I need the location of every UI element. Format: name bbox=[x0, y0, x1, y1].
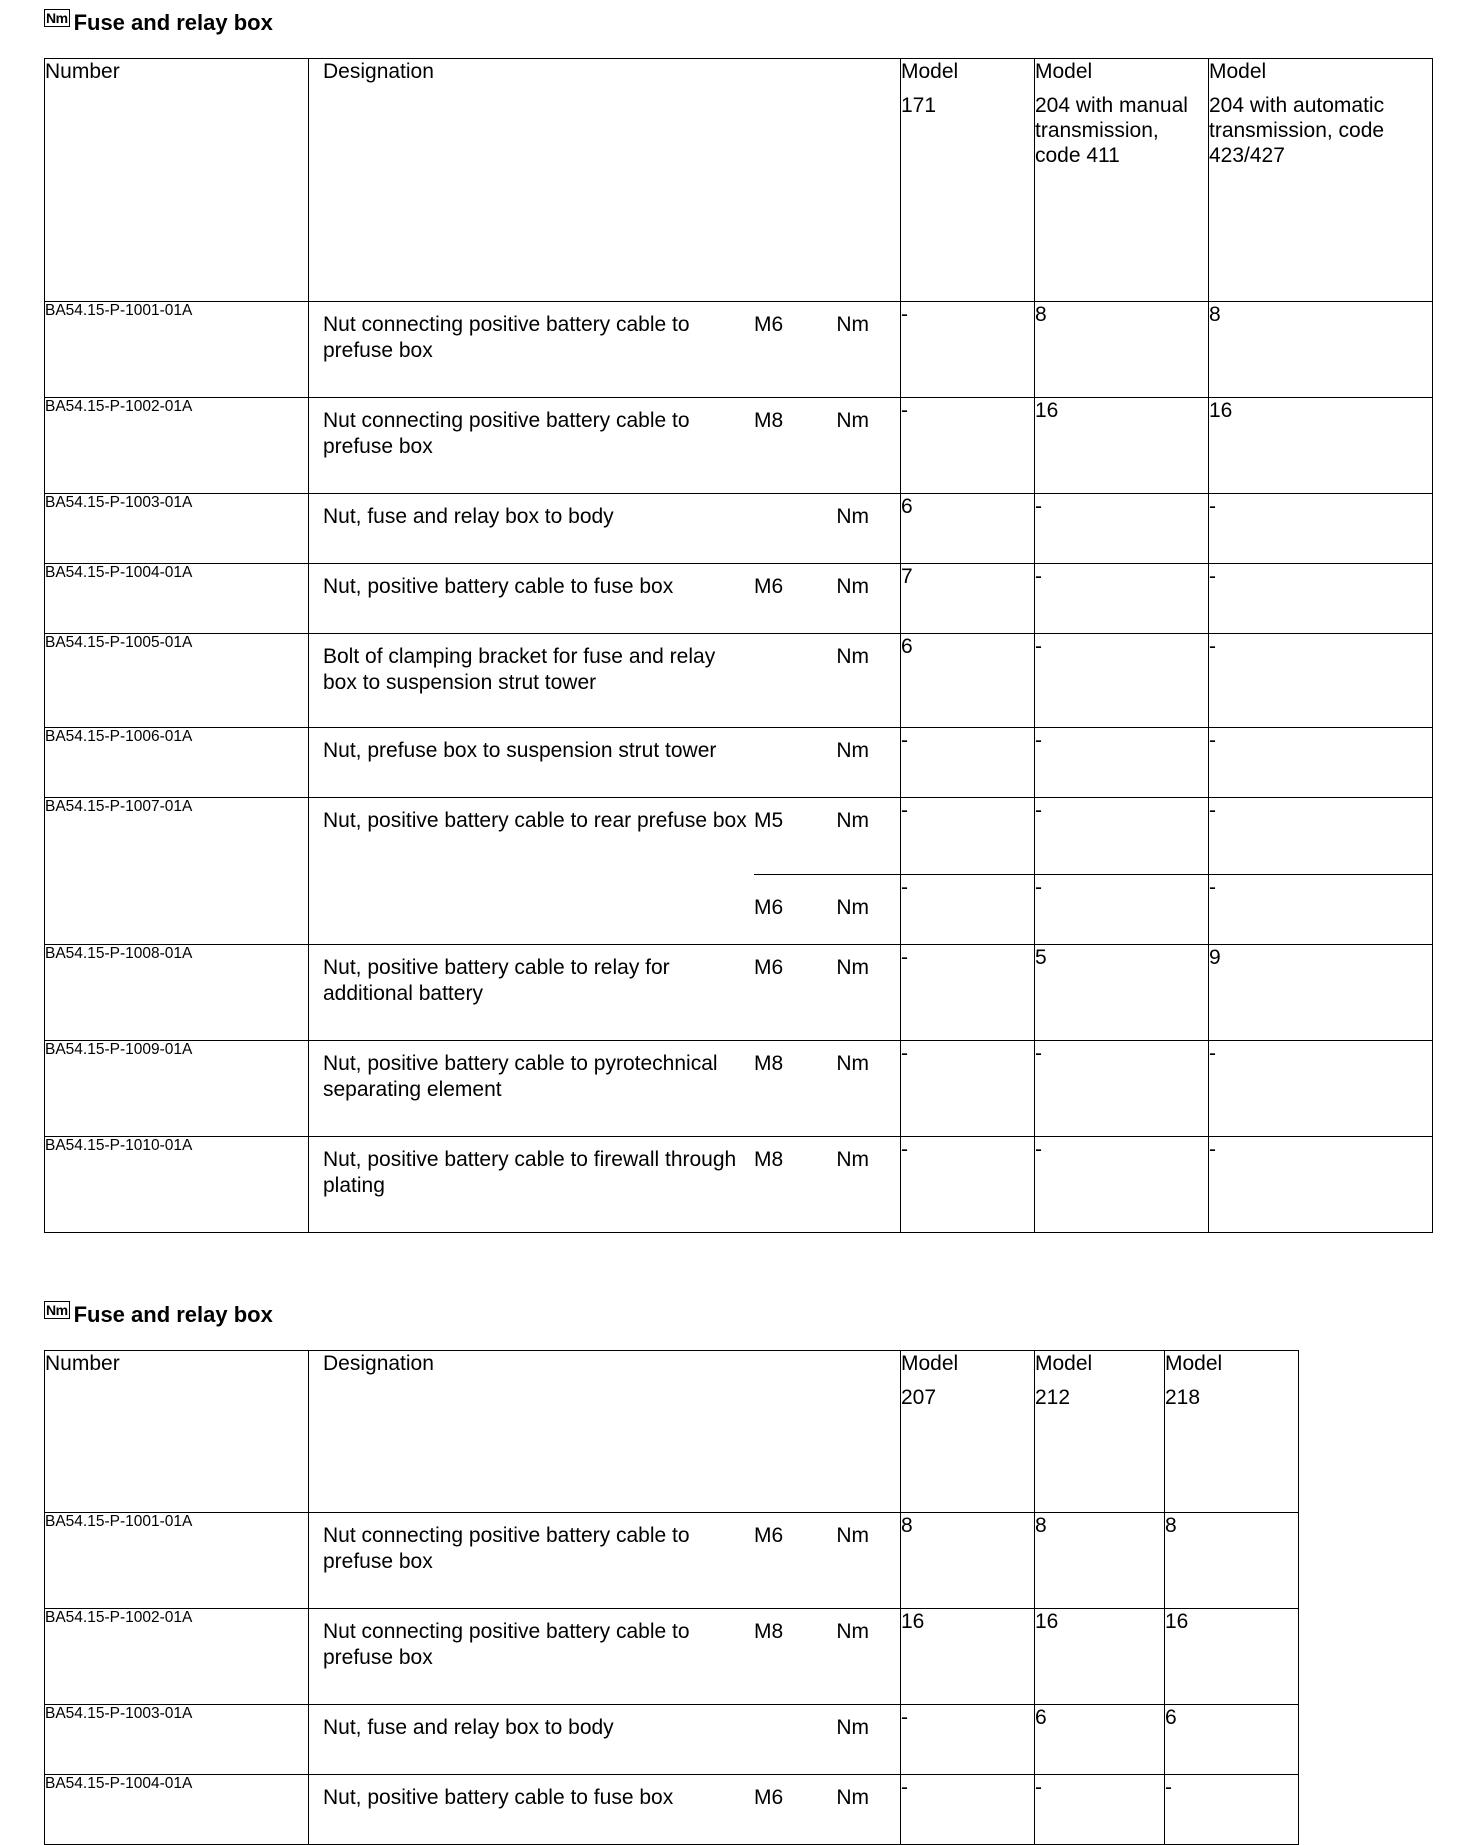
header-model-1 bbox=[901, 59, 1035, 302]
row-number: BA54.15-P-1003-01A bbox=[45, 494, 309, 564]
row-designation bbox=[309, 798, 901, 945]
torque-table-1 bbox=[44, 58, 1433, 1233]
header-model-2 bbox=[1035, 59, 1209, 302]
unit: Nm bbox=[836, 1524, 869, 1547]
row-designation bbox=[309, 1513, 901, 1609]
value-model-2: 6 bbox=[1035, 1705, 1165, 1775]
designation-text: Nut connecting positive battery cable to prefuse box bbox=[323, 313, 690, 362]
value-model-3: 9 bbox=[1209, 945, 1433, 1041]
header-model-3 bbox=[1165, 1351, 1299, 1513]
value-model-1: 6 bbox=[901, 494, 1035, 564]
value-model-2: - bbox=[1035, 564, 1209, 634]
value-model-3: 16 bbox=[1165, 1609, 1299, 1705]
value-model-2: 16 bbox=[1035, 398, 1209, 494]
value-model-3: - bbox=[1165, 1775, 1299, 1845]
row-designation bbox=[309, 1775, 901, 1845]
row-number: BA54.15-P-1001-01A bbox=[45, 302, 309, 398]
table-row bbox=[45, 494, 1433, 564]
model-code: 218 bbox=[1165, 1386, 1201, 1409]
value-model-3: - bbox=[1209, 728, 1433, 798]
value-model-1: 16 bbox=[901, 1609, 1035, 1705]
value-model-1: - bbox=[901, 398, 1035, 494]
model-label: Model bbox=[1209, 60, 1267, 83]
fuse-relay-section-2 bbox=[44, 1300, 1299, 1845]
thread-size: M5 bbox=[754, 809, 784, 832]
value-model-1: - bbox=[901, 728, 1035, 798]
value-model-2: - bbox=[1035, 1041, 1209, 1137]
torque-nm-icon: Nm bbox=[46, 1302, 68, 1318]
thread-size bbox=[754, 634, 824, 696]
row-designation bbox=[309, 564, 901, 634]
designation-text: Nut, positive battery cable to relay for additional battery bbox=[323, 956, 670, 1005]
table-row bbox=[45, 728, 1433, 798]
value-model-2: 5 bbox=[1035, 945, 1209, 1041]
table-row bbox=[45, 945, 1433, 1041]
unit: Nm bbox=[836, 739, 869, 762]
thread-size: M8 bbox=[754, 1052, 784, 1075]
section-title bbox=[44, 8, 1433, 38]
value-model-2: - bbox=[1035, 798, 1209, 875]
unit: Nm bbox=[836, 409, 869, 432]
unit: Nm bbox=[836, 313, 869, 336]
row-number: BA54.15-P-1004-01A bbox=[45, 564, 309, 634]
model-code: 207 bbox=[901, 1386, 937, 1409]
table-row bbox=[45, 302, 1433, 398]
value-model-2: 8 bbox=[1035, 302, 1209, 398]
designation-text: Bolt of clamping bracket for fuse and relay box to suspension strut tower bbox=[323, 645, 716, 694]
table-row bbox=[45, 564, 1433, 634]
unit: Nm bbox=[836, 956, 869, 979]
model-code: 204 with automatic transmission, code 423/427 bbox=[1209, 94, 1385, 167]
section-title-text: Fuse and relay box bbox=[73, 1302, 273, 1327]
designation-text: Nut, fuse and relay box to body bbox=[323, 505, 614, 528]
header-designation: Designation bbox=[309, 59, 901, 302]
unit: Nm bbox=[836, 505, 869, 528]
value-model-3: 6 bbox=[1165, 1705, 1299, 1775]
value-model-1: - bbox=[901, 1775, 1035, 1845]
value-model-3: 8 bbox=[1209, 302, 1433, 398]
table-row bbox=[45, 1609, 1299, 1705]
header-designation: Designation bbox=[309, 1351, 901, 1513]
row-designation bbox=[309, 302, 901, 398]
model-label: Model bbox=[1165, 1352, 1223, 1375]
thread-size: M6 bbox=[754, 1786, 784, 1809]
value-model-2: - bbox=[1035, 728, 1209, 798]
unit: Nm bbox=[836, 896, 869, 919]
header-number: Number bbox=[45, 1351, 309, 1513]
thread-size: M6 bbox=[754, 1524, 784, 1547]
value-model-3: - bbox=[1209, 634, 1433, 728]
value-model-1: - bbox=[901, 1137, 1035, 1233]
value-model-1: - bbox=[901, 798, 1035, 875]
designation-text: Nut, positive battery cable to firewall through plating bbox=[323, 1148, 737, 1197]
value-model-1: - bbox=[901, 1705, 1035, 1775]
thread-size: M6 bbox=[754, 956, 784, 979]
row-designation bbox=[309, 1041, 901, 1137]
value-model-3: - bbox=[1209, 1137, 1433, 1233]
table-row bbox=[45, 1041, 1433, 1137]
value-model-1: 7 bbox=[901, 564, 1035, 634]
row-number: BA54.15-P-1009-01A bbox=[45, 1041, 309, 1137]
model-code: 212 bbox=[1035, 1386, 1071, 1409]
model-label: Model bbox=[901, 1352, 959, 1375]
value-model-1: 6 bbox=[901, 634, 1035, 728]
model-label: Model bbox=[1035, 1352, 1093, 1375]
value-model-3: - bbox=[1209, 494, 1433, 564]
value-model-1: - bbox=[901, 302, 1035, 398]
thread-size: M6 bbox=[754, 313, 784, 336]
unit: Nm bbox=[836, 645, 869, 668]
header-number: Number bbox=[45, 59, 309, 302]
row-designation bbox=[309, 1705, 901, 1775]
value-model-2: - bbox=[1035, 875, 1209, 945]
unit: Nm bbox=[836, 1052, 869, 1075]
thread-size: M8 bbox=[754, 1620, 784, 1643]
row-number: BA54.15-P-1003-01A bbox=[45, 1705, 309, 1775]
row-number: BA54.15-P-1007-01A bbox=[45, 798, 309, 945]
row-number: BA54.15-P-1002-01A bbox=[45, 398, 309, 494]
model-code: 171 bbox=[901, 94, 937, 117]
value-model-2: - bbox=[1035, 634, 1209, 728]
designation-text: Nut, positive battery cable to fuse box bbox=[323, 1786, 674, 1809]
model-label: Model bbox=[1035, 60, 1093, 83]
row-number: BA54.15-P-1005-01A bbox=[45, 634, 309, 728]
row-designation bbox=[309, 945, 901, 1041]
value-model-1: - bbox=[901, 945, 1035, 1041]
designation-text: Nut, positive battery cable to pyrotechnical separating element bbox=[323, 1052, 718, 1101]
thread-size: M6 bbox=[754, 575, 784, 598]
header-model-2 bbox=[1035, 1351, 1165, 1513]
row-designation bbox=[309, 494, 901, 564]
value-model-2: - bbox=[1035, 494, 1209, 564]
header-model-3 bbox=[1209, 59, 1433, 302]
row-number: BA54.15-P-1001-01A bbox=[45, 1513, 309, 1609]
designation-text: Nut, prefuse box to suspension strut tower bbox=[323, 739, 717, 762]
table-row bbox=[45, 634, 1433, 728]
table-row bbox=[45, 798, 1433, 875]
table-row bbox=[45, 1513, 1299, 1609]
value-model-1: - bbox=[901, 875, 1035, 945]
thread-size bbox=[754, 728, 824, 764]
designation-text: Nut, positive battery cable to rear prefuse box bbox=[323, 809, 747, 832]
value-model-1: 8 bbox=[901, 1513, 1035, 1609]
row-number: BA54.15-P-1010-01A bbox=[45, 1137, 309, 1233]
value-model-1: - bbox=[901, 1041, 1035, 1137]
value-model-3: 8 bbox=[1165, 1513, 1299, 1609]
row-designation bbox=[309, 1137, 901, 1233]
value-model-3: 16 bbox=[1209, 398, 1433, 494]
thread-size: M8 bbox=[754, 1148, 784, 1171]
unit: Nm bbox=[836, 575, 869, 598]
table-row bbox=[45, 1705, 1299, 1775]
designation-text: Nut connecting positive battery cable to prefuse box bbox=[323, 1620, 690, 1669]
unit: Nm bbox=[836, 809, 869, 832]
model-code: 204 with manual transmission, code 411 bbox=[1035, 94, 1188, 167]
section-title bbox=[44, 1300, 1299, 1330]
row-designation bbox=[309, 1609, 901, 1705]
table-row bbox=[45, 1137, 1433, 1233]
designation-text: Nut, positive battery cable to fuse box bbox=[323, 575, 674, 598]
row-number: BA54.15-P-1002-01A bbox=[45, 1609, 309, 1705]
thread-size bbox=[754, 494, 824, 530]
row-designation bbox=[309, 634, 901, 728]
section-title-text: Fuse and relay box bbox=[73, 10, 273, 35]
row-number: BA54.15-P-1004-01A bbox=[45, 1775, 309, 1845]
model-label: Model bbox=[901, 60, 959, 83]
thread-size: M6 bbox=[754, 896, 784, 919]
header-row bbox=[45, 59, 1433, 302]
thread-size: M8 bbox=[754, 409, 784, 432]
row-number: BA54.15-P-1006-01A bbox=[45, 728, 309, 798]
value-model-3: - bbox=[1209, 798, 1433, 875]
torque-table-2 bbox=[44, 1350, 1299, 1845]
unit: Nm bbox=[836, 1148, 869, 1171]
unit: Nm bbox=[836, 1620, 869, 1643]
designation-text: Nut connecting positive battery cable to prefuse box bbox=[323, 409, 690, 458]
header-row bbox=[45, 1351, 1299, 1513]
sub-row bbox=[754, 874, 900, 921]
header-model-1 bbox=[901, 1351, 1035, 1513]
table-row bbox=[45, 1775, 1299, 1845]
fuse-relay-section-1 bbox=[44, 8, 1433, 1233]
row-designation bbox=[309, 398, 901, 494]
unit: Nm bbox=[836, 1786, 869, 1809]
value-model-3: - bbox=[1209, 1041, 1433, 1137]
torque-nm-icon: Nm bbox=[46, 10, 68, 26]
value-model-2: - bbox=[1035, 1775, 1165, 1845]
table-row bbox=[45, 398, 1433, 494]
value-model-2: - bbox=[1035, 1137, 1209, 1233]
designation-text: Nut connecting positive battery cable to prefuse box bbox=[323, 1524, 690, 1573]
thread-size bbox=[754, 1705, 824, 1741]
value-model-3: - bbox=[1209, 875, 1433, 945]
designation-text: Nut, fuse and relay box to body bbox=[323, 1716, 614, 1739]
value-model-2: 8 bbox=[1035, 1513, 1165, 1609]
row-designation bbox=[309, 728, 901, 798]
row-number: BA54.15-P-1008-01A bbox=[45, 945, 309, 1041]
value-model-2: 16 bbox=[1035, 1609, 1165, 1705]
value-model-3: - bbox=[1209, 564, 1433, 634]
unit: Nm bbox=[836, 1716, 869, 1739]
